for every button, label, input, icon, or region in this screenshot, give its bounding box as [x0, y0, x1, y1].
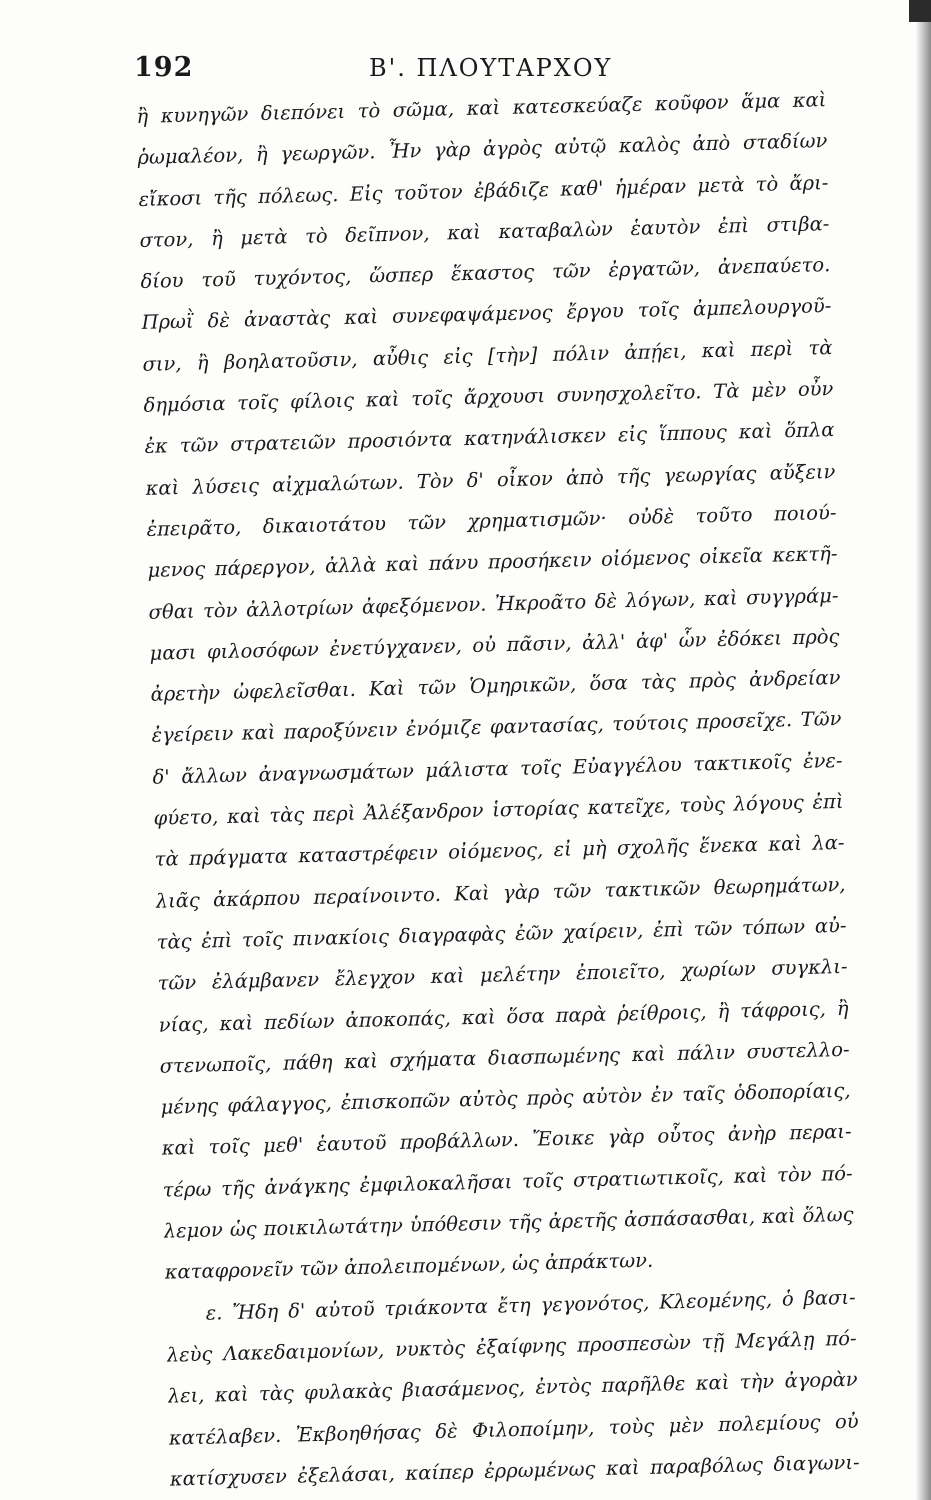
body-text [136, 79, 860, 1500]
text-line: τῶν ἐλάμβανεν ἔλεγχον καὶ μελέτην ἐποιεῖτο, χωρίων συγκλι- [157, 955, 848, 995]
scan-corner-shadow [909, 0, 931, 22]
text-line: λεὺς Λακεδαιμονίων, νυκτὸς ἐξαίφνης προσπεσὼν τῇ Μεγάλῃ πό- [166, 1326, 857, 1367]
text-line: τὰς ἐπὶ τοῖς πινακίοις διαγραφὰς ἐῶν χαίρειν, ἐπὶ τῶν τόπων αὐ- [156, 913, 847, 954]
text-line: ε. Ἤδη δ' αὐτοῦ τριάκοντα ἔτη γεγονότος, Κλεομένης, ὁ βασι- [205, 1285, 856, 1325]
text-line: καταφρονεῖν τῶν ἀπολειπομένων, ὡς ἀπράκτων. [164, 1249, 654, 1284]
text-line: κατέλαβεν. Ἐκβοηθήσας δὲ Φιλοποίμην, τοὺς μὲν πολεμίους οὐ [168, 1409, 859, 1450]
text-line: λιᾶς ἀκάρπου περαίνοιντο. Καὶ γὰρ τῶν τακτικῶν θεωρημάτων, [155, 872, 846, 913]
text-line: ἐκ τῶν στρατειῶν προσιόντα κατηνάλισκεν εἰς ἵππους καὶ ὅπλα [144, 418, 835, 459]
scan-edge-shadow [915, 0, 931, 1500]
text-line: μένης φάλαγγος, ἐπισκοπῶν αὐτὸς πρὸς αὐτὸν ἐν ταῖς ὁδοπορίαις, [160, 1078, 851, 1119]
text-line: λει, καὶ τὰς φυλακὰς βιασάμενος, ἐντὸς παρῆλθε καὶ τὴν ἀγορὰν [167, 1367, 858, 1408]
text-line: νίας, καὶ πεδίων ἀποκοπάς, καὶ ὅσα παρὰ ῥείθροις, ἢ τάφροις, ἢ [158, 996, 849, 1037]
text-line: σιν, ἢ βοηλατοῦσιν, αὖθις εἰς [τὴν] πόλιν ἀπῄει, καὶ περὶ τὰ [142, 335, 833, 376]
text-line: Πρωῒ δὲ ἀναστὰς καὶ συνεφαψάμενος ἔργου τοῖς ἀμπελουργοῦ- [141, 294, 832, 335]
text-line: κατίσχυσεν ἐξελάσαι, καίπερ ἐρρωμένως καὶ παραβόλως διαγωνι- [169, 1450, 860, 1491]
text-line: ἢ κυνηγῶν διεπόνει τὸ σῶμα, καὶ κατεσκεύαζε κοῦφον ἅμα καὶ [136, 88, 827, 128]
text-line: δίου τοῦ τυχόντος, ὥσπερ ἕκαστος τῶν ἐργατῶν, ἀνεπαύετο. [140, 253, 831, 294]
text-line: δ' ἄλλων ἀναγνωσμάτων μάλιστα τοῖς Εὐαγγέλου τακτικοῖς ἐνε- [152, 748, 843, 789]
text-line: τὰ πράγματα καταστρέφειν οἰόμενος, εἰ μὴ σχολῆς ἕνεκα καὶ λα- [154, 831, 845, 872]
text-line: μενος πάρεργον, ἀλλὰ καὶ πάνυ προσήκειν οἰόμενος οἰκεῖα κεκτῆ- [147, 542, 838, 583]
text-line: σθαι τὸν ἀλλοτρίων ἀφεξόμενον. Ἠκροᾶτο δὲ λόγων, καὶ συγγράμ- [148, 583, 839, 624]
text-line: μασι φιλοσόφων ἐνετύγχανεν, οὐ πᾶσιν, ἀλλ' ἀφ' ὧν ἐδόκει πρὸς [149, 624, 840, 665]
text-line: ἐπειρᾶτο, δικαιοτάτου τῶν χρηματισμῶν· οὐδὲ τοῦτο ποιού- [146, 500, 837, 541]
text-line: στον, ἢ μετὰ τὸ δεῖπνον, καὶ καταβαλὼν ἑαυτὸν ἐπὶ στιβα- [139, 211, 830, 252]
text-line: δημόσια τοῖς φίλοις καὶ τοῖς ἄρχουσι συνησχολεῖτο. Τὰ μὲν οὖν [143, 377, 834, 417]
text-line: καὶ τοῖς μεθ' ἑαυτοῦ προβάλλων. Ἔοικε γὰρ οὗτος ἀνὴρ περαι- [161, 1120, 852, 1161]
text-line: καὶ λύσεις αἰχμαλώτων. Τὸν δ' οἶκον ἀπὸ τῆς γεωργίας αὔξειν [145, 459, 836, 500]
text-line: εἴκοσι τῆς πόλεως. Εἰς τοῦτον ἐβάδιζε καθ' ἡμέραν μετὰ τὸ ἄρι- [138, 170, 829, 211]
text-line: φύετο, καὶ τὰς περὶ Ἀλέξανδρον ἱστορίας κατεῖχε, τοὺς λόγους ἐπὶ [153, 789, 844, 830]
running-title: Β'. ΠΛΟΥΤΑΡΧΟΥ [369, 54, 613, 82]
text-line: λεμον ὡς ποικιλωτάτην ὑπόθεσιν τῆς ἀρετῆς ἀσπάσασθαι, καὶ ὅλως [163, 1202, 854, 1243]
text-line: τέρω τῆς ἀνάγκης ἐμφιλοκαλῆσαι τοῖς στρατιωτικοῖς, καὶ τὸν πό- [162, 1161, 853, 1202]
text-line: ἐγείρειν καὶ παροξύνειν ἐνόμιζε φαντασίας, τούτοις προσεῖχε. Τῶν [151, 707, 842, 748]
text-line: ἀρετὴν ὠφελεῖσθαι. Καὶ τῶν Ὁμηρικῶν, ὅσα τὰς πρὸς ἀνδρείαν [150, 666, 841, 706]
page-number: 192 [134, 52, 194, 83]
text-line: στενωποῖς, πάθη καὶ σχήματα διασπωμένης καὶ πάλιν συστελλο- [159, 1037, 850, 1078]
text-line: ῥωμαλέον, ἢ γεωργῶν. Ἦν γὰρ ἀγρὸς αὐτῷ καλὸς ἀπὸ σταδίων [137, 129, 828, 170]
